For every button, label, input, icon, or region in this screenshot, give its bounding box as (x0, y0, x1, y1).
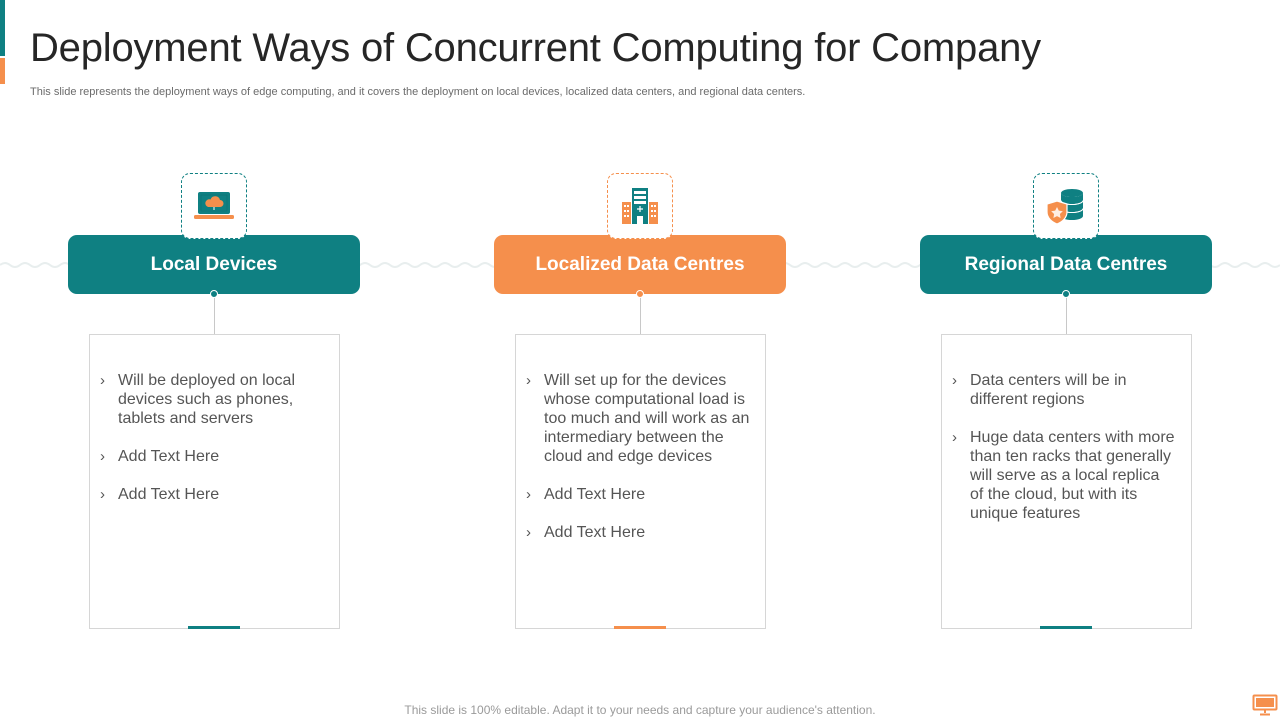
bullet-list (952, 371, 1177, 523)
card-accent-bar (614, 626, 666, 629)
bullet-text: Add Text Here (544, 524, 646, 541)
database-shield-icon (1045, 186, 1087, 226)
content-card (89, 334, 340, 629)
bullet-text: Will be deployed on local devices such as phones, tablets and servers (118, 372, 295, 427)
heading-localized-data-centres: Localized Data Centres (494, 235, 786, 294)
content-card (515, 334, 766, 629)
bullet-text: Add Text Here (118, 486, 220, 503)
bullet-text: Add Text Here (544, 486, 646, 503)
bullet-item (526, 523, 751, 542)
column-local-devices (68, 170, 360, 640)
chevron-right-icon: › (952, 429, 957, 446)
chevron-right-icon: › (100, 448, 105, 465)
bullet-item (100, 485, 325, 504)
chevron-right-icon: › (526, 486, 531, 503)
bullet-text: Will set up for the devices whose computational load is too much and will work as an intermediary between the cloud and edge devices (544, 372, 750, 465)
card-accent-bar (188, 626, 240, 629)
connector-dot (1062, 290, 1070, 298)
chevron-right-icon: › (526, 372, 531, 389)
slide-footer: This slide is 100% editable. Adapt it to your needs and capture your audience's attention. (404, 703, 876, 717)
connector-dot (210, 290, 218, 298)
title-accent-bar-orange (0, 58, 5, 84)
column-localized-data-centres (494, 170, 786, 640)
bullet-text: Add Text Here (118, 448, 220, 465)
heading-regional-data-centres: Regional Data Centres (920, 235, 1212, 294)
card-accent-bar (1040, 626, 1092, 629)
content-card (941, 334, 1192, 629)
icon-frame (607, 173, 673, 239)
slide-title: Deployment Ways of Concurrent Computing for Company (30, 26, 1041, 70)
bullet-text: Data centers will be in different regions (970, 372, 1127, 408)
connector-dot (636, 290, 644, 298)
bullet-list (526, 371, 751, 542)
title-accent-bar-teal (0, 0, 5, 56)
bullet-item (526, 485, 751, 504)
bullet-item (526, 371, 751, 466)
chevron-right-icon: › (526, 524, 531, 541)
icon-frame (181, 173, 247, 239)
chevron-right-icon: › (952, 372, 957, 389)
bullet-item (100, 371, 325, 428)
chevron-right-icon: › (100, 486, 105, 503)
bullet-item (952, 428, 1177, 523)
bullet-item (100, 447, 325, 466)
monitor-icon (1252, 694, 1278, 716)
connector-line (214, 296, 215, 334)
bullet-item (952, 371, 1177, 409)
column-regional-data-centres (920, 170, 1212, 640)
heading-local-devices: Local Devices (68, 235, 360, 294)
bullet-list (100, 371, 325, 504)
slide-subtitle: This slide represents the deployment ways of edge computing, and it covers the deployment on local devices, localized data centers, and regional data centers. (30, 86, 806, 98)
connector-line (1066, 296, 1067, 334)
icon-frame (1033, 173, 1099, 239)
bullet-text: Huge data centers with more than ten racks that generally will serve as a local replica of the cloud, but with its unique features (970, 429, 1175, 522)
laptop-cloud-icon (194, 189, 234, 223)
chevron-right-icon: › (100, 372, 105, 389)
building-server-icon (620, 186, 660, 226)
connector-line (640, 296, 641, 334)
